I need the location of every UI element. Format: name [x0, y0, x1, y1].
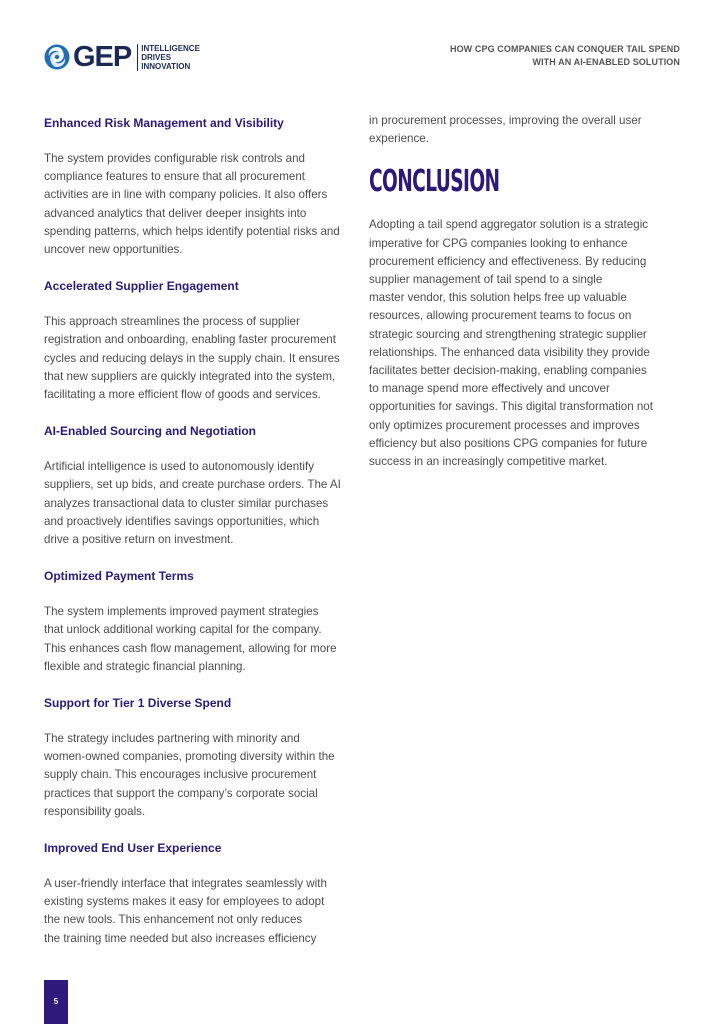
- text-line: strategic sourcing and strengthening strategic supplier: [369, 327, 647, 341]
- section-paragraph: [44, 730, 359, 821]
- text-line: responsibility goals.: [44, 804, 146, 818]
- text-line: The system implements improved payment strategies: [44, 605, 319, 619]
- text-line: A user-friendly interface that integrates seamlessly with: [44, 877, 327, 891]
- text-line: The system provides configurable risk controls and: [44, 152, 305, 165]
- text-line: compliance features to ensure that all procurement: [44, 170, 306, 184]
- text-line: to manage spend more effectively and uncover: [369, 382, 610, 396]
- text-line: advanced analytics that deliver deeper insights into: [44, 206, 307, 220]
- document-title-line: WITH AN AI-ENABLED SOLUTION: [532, 57, 680, 67]
- text-line: procurement efficiency and effectiveness. By reducing: [369, 254, 647, 268]
- text-line: flexible and strategic financial planning.: [44, 659, 246, 673]
- section-heading: Enhanced Risk Management and Visibility: [44, 116, 284, 130]
- text-line: uncover new opportunities.: [44, 243, 183, 257]
- text-line: existing systems makes it easy for employees to adopt: [44, 895, 325, 909]
- tagline-line: INTELLIGENCE: [141, 43, 200, 53]
- text-line: experience.: [369, 132, 429, 146]
- text-line: analyzes transactional data to cluster similar purchases: [44, 496, 329, 510]
- text-line: imperative for CPG companies looking to enhance: [369, 236, 628, 250]
- text-line: relationships. The enhanced data visibility they provide: [369, 345, 650, 359]
- tagline-line: DRIVES: [141, 52, 172, 62]
- text-line: practices that support the company’s corporate social: [44, 786, 318, 800]
- text-line: in procurement processes, improving the overall user: [369, 114, 642, 127]
- text-line: suppliers, set up bids, and create purchase orders. The AI: [44, 478, 341, 492]
- section-heading: Accelerated Supplier Engagement: [44, 279, 239, 294]
- section-heading: Support for Tier 1 Diverse Spend: [44, 696, 232, 711]
- text-line: women-owned companies, promoting diversity within the: [44, 750, 335, 764]
- text-line: facilitates better decision-making, enabling companies: [369, 364, 647, 378]
- left-column: [44, 114, 359, 948]
- text-line: resources, allowing procurement teams to focus on: [369, 309, 632, 323]
- text-line: activities are in line with company policies. It also offers: [44, 188, 328, 202]
- document-title: [380, 43, 680, 69]
- page-number: 5: [44, 980, 68, 1024]
- section-paragraph: [44, 603, 359, 676]
- text-line: master vendor, this solution helps free up valuable: [369, 291, 627, 305]
- gep-logo: [44, 42, 200, 72]
- text-line: facilitating a more efficient flow of goods and services.: [44, 388, 321, 402]
- text-line: cycles and reducing delays in the supply chain. It ensures: [44, 351, 340, 365]
- section-heading: Improved End User Experience: [44, 841, 222, 856]
- text-line: the training time needed but also increases efficiency: [44, 931, 317, 945]
- logo-wordmark: GEP: [73, 41, 132, 73]
- section-paragraph: [44, 458, 359, 549]
- document-title-line: HOW CPG COMPANIES CAN CONQUER TAIL SPEND: [449, 44, 680, 54]
- text-line: success in an increasingly competitive market.: [369, 455, 608, 469]
- text-line: drive a positive return on investment.: [44, 533, 234, 547]
- section-paragraph: [44, 313, 359, 404]
- text-line: registration and onboarding, enabling faster procurement: [44, 333, 336, 347]
- section-heading: Optimized Payment Terms: [44, 569, 194, 584]
- section-heading: AI-Enabled Sourcing and Negotiation: [44, 424, 257, 439]
- text-line: and proactively identifies savings opportunities, which: [44, 514, 320, 528]
- text-line: Artificial intelligence is used to autonomously identify: [44, 460, 315, 474]
- text-line: The strategy includes partnering with minority and: [44, 732, 300, 746]
- text-line: that new suppliers are quickly integrated into the system,: [44, 369, 336, 383]
- text-line: the new tools. This enhancement not only reduces: [44, 913, 303, 927]
- text-line: This approach streamlines the process of supplier: [44, 315, 300, 329]
- continuation-paragraph: [369, 112, 677, 148]
- tagline-line: INNOVATION: [141, 61, 191, 71]
- text-line: opportunities for savings. This digital transformation not: [369, 400, 653, 414]
- right-column: [369, 112, 677, 471]
- conclusion-heading: CONCLUSION: [369, 164, 500, 200]
- gep-logo-icon: [44, 44, 70, 70]
- section-paragraph: [44, 150, 359, 259]
- logo-tagline: [137, 44, 200, 71]
- text-line: that unlock additional working capital for the company.: [44, 623, 322, 637]
- conclusion-paragraph: [369, 216, 677, 471]
- text-line: only optimizes procurement processes and improves: [369, 418, 640, 432]
- section-paragraph: [44, 875, 359, 948]
- text-line: Adopting a tail spend aggregator solution is a strategic: [369, 218, 649, 232]
- text-line: spending patterns, which helps identify potential risks and: [44, 224, 340, 238]
- text-line: supplier management of tail spend to a single: [369, 273, 603, 287]
- text-line: efficiency but also positions CPG companies for future: [369, 436, 648, 450]
- text-line: supply chain. This encourages inclusive procurement: [44, 768, 317, 782]
- text-line: This enhances cash flow management, allowing for more: [44, 641, 337, 655]
